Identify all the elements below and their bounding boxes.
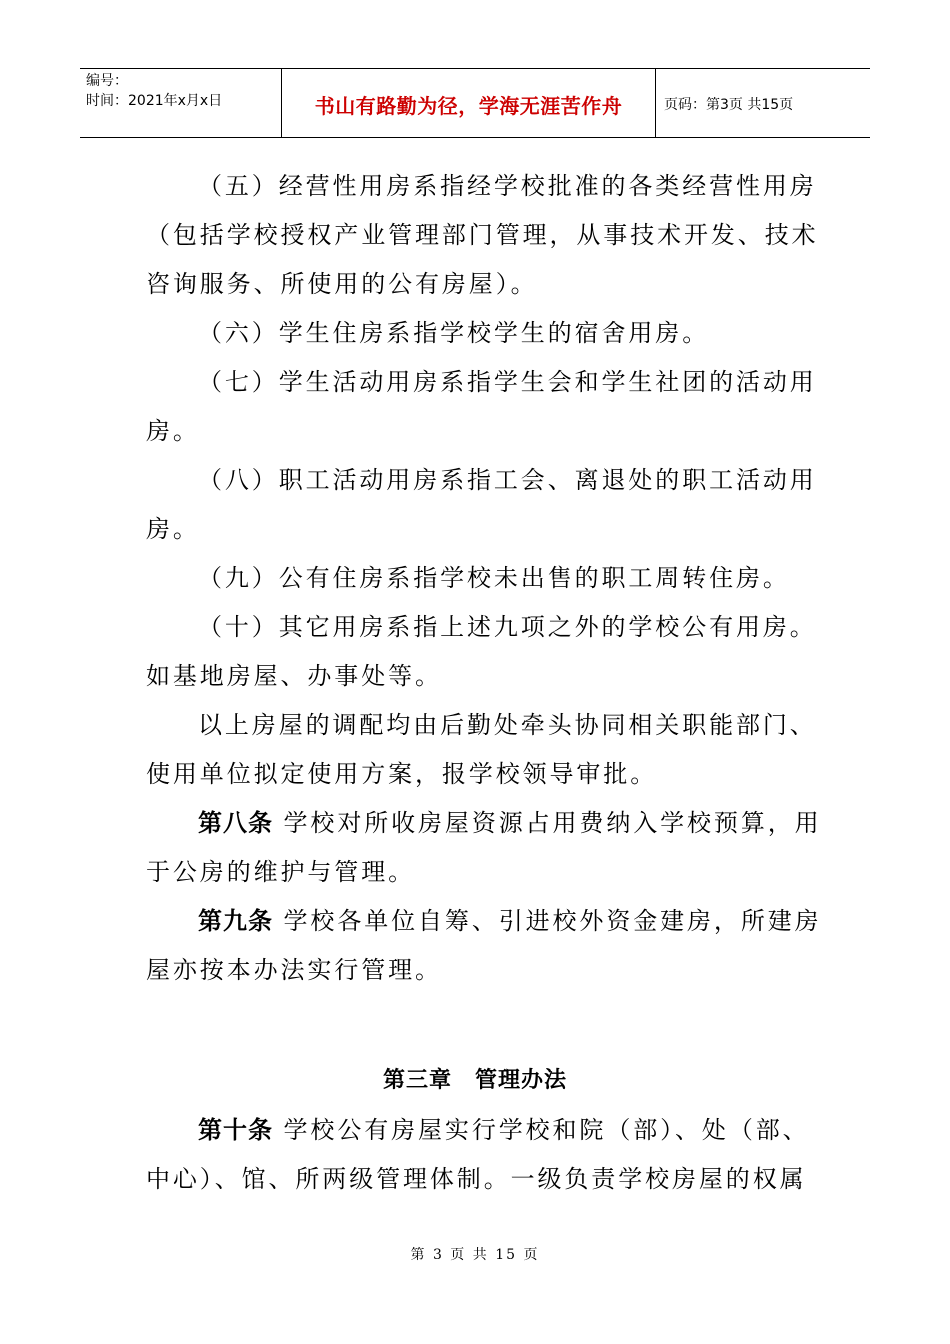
document-body — [146, 162, 822, 995]
chapter-body — [146, 1106, 808, 1204]
article-9-line — [146, 897, 822, 946]
document-time-label: 时间：2021年x月x日 — [86, 93, 223, 109]
article-8-line — [146, 799, 822, 848]
paragraph-line: 房。 — [146, 515, 200, 543]
paragraph-line: （八）职工活动用房系指工会、离退处的职工活动用 — [198, 466, 817, 494]
page-header — [80, 68, 870, 138]
paragraph-line: 如基地房屋、办事处等。 — [146, 662, 442, 690]
header-motto: 书山有路勤为径，学海无涯苦作舟 — [282, 69, 656, 137]
article-9-heading: 第九条 — [198, 907, 273, 935]
article-8-heading: 第八条 — [198, 809, 273, 837]
paragraph-line: 使用单位拟定使用方案，报学校领导审批。 — [146, 760, 658, 788]
article-9-text: 学校各单位自筹、引进校外资金建房，所建房 — [283, 907, 822, 935]
article-10-heading: 第十条 — [198, 1116, 273, 1144]
paragraph-line: （五）经营性用房系指经学校批准的各类经营性用房 — [198, 172, 817, 200]
page-footer: 第 3 页 共 15 页 — [410, 1247, 540, 1263]
paragraph-line: （十）其它用房系指上述九项之外的学校公有用房。 — [198, 613, 817, 641]
article-10-line — [146, 1106, 808, 1155]
paragraph-line: 以上房屋的调配均由后勤处牵头协同相关职能部门、 — [198, 711, 817, 739]
article-9-line: 屋亦按本办法实行管理。 — [146, 956, 442, 984]
header-page-info: 页码：第3页 共15页 — [664, 97, 794, 113]
paragraph-line: （包括学校授权产业管理部门管理，从事技术开发、技术 — [146, 221, 819, 249]
article-10-text: 学校公有房屋实行学校和院（部）、处（部、 — [283, 1116, 810, 1144]
paragraph-line: （六）学生住房系指学校学生的宿舍用房。 — [198, 319, 710, 347]
chapter-title: 第三章 管理办法 — [382, 1068, 567, 1093]
paragraph-line: 咨询服务、所使用的公有房屋）。 — [146, 270, 538, 298]
document-number-label: 编号： — [86, 73, 128, 89]
paragraph-line: 房。 — [146, 417, 200, 445]
article-8-line: 于公房的维护与管理。 — [146, 858, 415, 886]
header-meta — [80, 69, 282, 137]
paragraph-line: （七）学生活动用房系指学生会和学生社团的活动用 — [198, 368, 817, 396]
paragraph-line: （九）公有住房系指学校未出售的职工周转住房。 — [198, 564, 790, 592]
article-10-line: 中心）、馆、所两级管理体制。一级负责学校房屋的权属 — [146, 1165, 807, 1193]
article-8-text: 学校对所收房屋资源占用费纳入学校预算，用 — [283, 809, 822, 837]
